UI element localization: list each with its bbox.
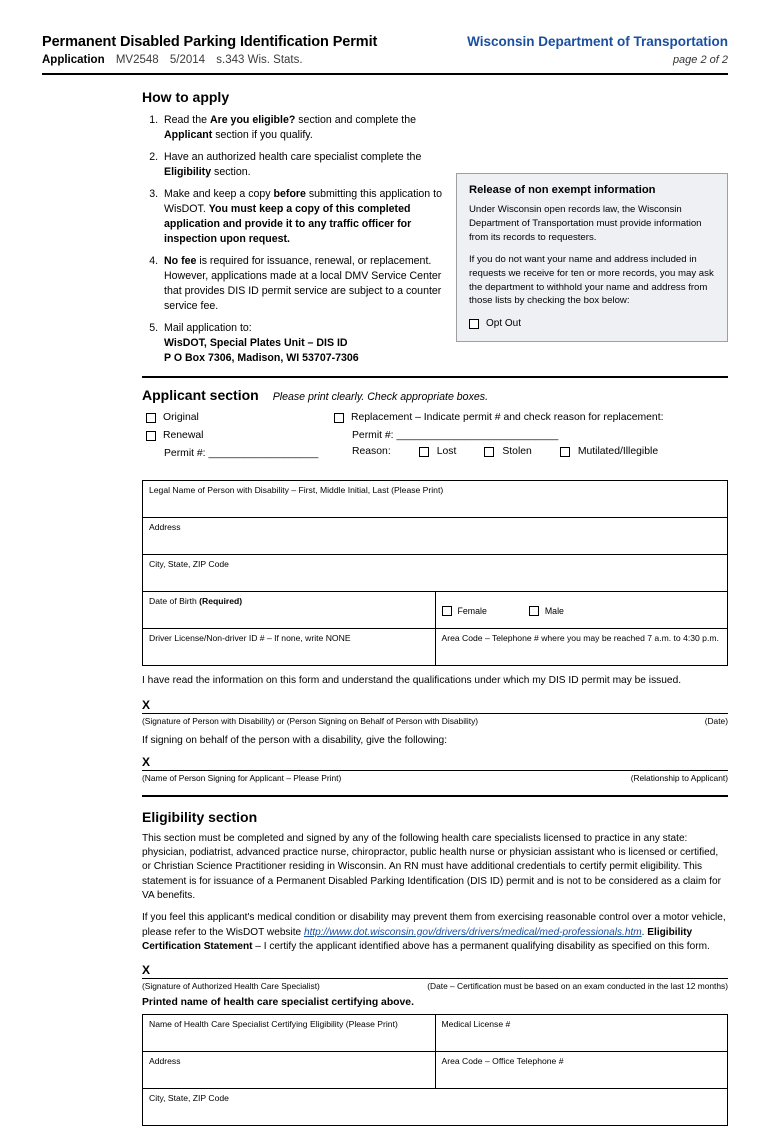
eligibility-paragraph-2	[142, 911, 728, 954]
how-to-apply-item-3: 3. Make and keep a copy before submitting this application to WisDOT. You must keep a copy of this completed application and provide it to any traffic officer for inspection upon request.	[161, 187, 442, 247]
table-row	[143, 518, 728, 555]
eligibility-statement-bold: Eligibility Certification Statement	[142, 926, 693, 953]
table-row	[143, 481, 728, 518]
reason-mutilated-label: Mutilated/Illegible	[577, 446, 659, 458]
printed-name-label: Printed name of health care specialist certifying above.	[142, 997, 414, 1009]
behalf-signature-x: X	[142, 754, 151, 769]
dob-label: Date of Birth	[149, 596, 200, 607]
permit-type-checkboxes	[142, 412, 728, 474]
replacement-row[interactable]	[334, 412, 728, 423]
table-row	[143, 592, 728, 629]
female-option[interactable]	[442, 606, 487, 616]
date-of-birth-field[interactable]	[143, 592, 436, 629]
male-option[interactable]	[529, 606, 564, 616]
reason-lost-checkbox[interactable]	[419, 447, 429, 457]
replacement-label: Replacement – Indicate permit # and check reason for replacement:	[351, 412, 664, 424]
original-row[interactable]	[146, 412, 336, 423]
applicant-signature-line[interactable]	[142, 713, 728, 714]
how-to-apply-item-4: 4. No fee is required for issuance, renewal, or replacement. However, applications made at a local DMV Service Center that provides DIS ID permit service are subject to a counter service fee.	[161, 254, 442, 314]
how-to-apply-item-5: 5. Mail application to: WisDOT, Special Plates Unit – DIS ID P O Box 7306, Madison, WI 53707-7306	[161, 321, 442, 366]
eligibility-section-heading: Eligibility section	[142, 808, 258, 825]
telephone-field[interactable]: Area Code – Telephone # where you may be reached 7 a.m. to 4:30 p.m.	[435, 629, 728, 666]
form-statute: s.343 Wis. Stats.	[216, 54, 303, 66]
permit-number-label: Permit #:	[164, 448, 206, 460]
permit-number-row[interactable]	[164, 448, 336, 459]
opt-out-label: Opt Out	[486, 318, 522, 330]
header-right	[467, 34, 728, 66]
behalf-caption-right: (Relationship to Applicant)	[630, 772, 728, 783]
specialist-signature-line[interactable]	[142, 978, 728, 979]
page-number: page 2 of 2	[672, 54, 728, 66]
table-row	[143, 629, 728, 666]
replacement-reason-row	[352, 446, 728, 457]
replacement-permit-input[interactable]: ____________________________	[396, 430, 559, 442]
release-box-paragraph-2: If you do not want your name and address included in requests we receive for ten or more records, you may ask the department to withhold your name and address from those lists by checking the box below:	[469, 253, 714, 307]
driver-license-field[interactable]: Driver License/Non-driver ID # – If none, write NONE	[143, 629, 436, 666]
applicant-signature-captions	[142, 716, 728, 726]
release-box-paragraph-1: Under Wisconsin open records law, the Wisconsin Department of Transportation must provide information from its records to requesters.	[469, 204, 702, 243]
behalf-note: If signing on behalf of the person with a disability, give the following:	[142, 734, 448, 746]
header-left	[42, 34, 377, 66]
replacement-checkbox[interactable]	[334, 413, 344, 423]
how-to-apply-block	[142, 113, 728, 366]
table-row	[143, 1089, 728, 1126]
eligibility-section-divider	[142, 795, 728, 797]
med-professionals-link[interactable]: http://www.dot.wisconsin.gov/drivers/drivers/medical/med-professionals.htm	[303, 926, 642, 938]
specialist-signature-x: X	[142, 963, 151, 978]
applicant-city-state-zip-field[interactable]: City, State, ZIP Code	[143, 555, 728, 592]
how-to-apply-list	[142, 113, 442, 366]
applicant-signature-caption-left: (Signature of Person with Disability) or (Person Signing on Behalf of Person with Disability)	[142, 715, 479, 726]
applicant-section-header	[142, 387, 728, 403]
table-row	[143, 1052, 728, 1089]
specialist-caption-left: (Signature of Authorized Health Care Specialist)	[142, 981, 320, 992]
renewal-label: Renewal	[163, 430, 204, 442]
original-checkbox[interactable]	[146, 413, 156, 423]
how-to-apply-column	[142, 113, 442, 366]
applicant-signature-caption-right: (Date)	[704, 715, 728, 726]
form-meta	[42, 54, 377, 66]
applicant-address-field[interactable]: Address	[143, 518, 728, 555]
applicant-section-hint: Please print clearly. Check appropriate boxes.	[272, 391, 489, 404]
table-row	[143, 1015, 728, 1052]
legal-name-field[interactable]: Legal Name of Person with Disability – First, Middle Initial, Last (Please Print)	[143, 481, 728, 518]
reason-label: Reason:	[352, 446, 391, 458]
renewal-row[interactable]	[146, 430, 336, 441]
male-label: Male	[544, 606, 564, 617]
gender-field	[435, 592, 728, 629]
replacement-permit-label: Permit #:	[352, 430, 394, 442]
applicant-certification-text: I have read the information on this form and understand the qualifications under which my DIS ID permit may be issued.	[142, 675, 682, 687]
applicant-signature-x: X	[142, 697, 151, 712]
permit-number-input[interactable]: ___________________	[208, 448, 319, 460]
applicant-section-divider	[142, 376, 728, 378]
specialist-city-state-zip-field[interactable]: City, State, ZIP Code	[143, 1089, 728, 1126]
specialist-signature-captions	[142, 981, 728, 991]
opt-out-row[interactable]	[469, 318, 715, 329]
applicant-fields-table	[142, 480, 728, 666]
reason-lost-label: Lost	[436, 446, 457, 458]
header-divider	[42, 73, 728, 75]
form-body	[142, 89, 728, 1126]
male-checkbox[interactable]	[529, 606, 539, 616]
reason-mutilated-checkbox[interactable]	[560, 447, 570, 457]
medical-license-field[interactable]: Medical License #	[435, 1015, 728, 1052]
reason-stolen-checkbox[interactable]	[484, 447, 494, 457]
behalf-signature-line[interactable]	[142, 770, 728, 771]
eligibility-fields-table	[142, 1014, 728, 1126]
how-to-apply-item-2: 2. Have an authorized health care specialist complete the Eligibility section.	[161, 150, 442, 180]
eligibility-paragraph-1: This section must be completed and signed by any of the following health care specialists licensed to practice in any state: physician, podiatrist, advanced practice nurse, chiropractor, public health nurse or physician assistant who is licensed or certified, or Christian Science Practitioner residing in Wisconsin. An RN must have additional credentials to certify permit eligibility. This statement is for issuance of a Permanent Disabled Parking Identification (DIS ID) permit and is not to be considered as a claim for VA benefits.	[142, 832, 721, 902]
replacement-permit-number-row[interactable]	[352, 430, 728, 441]
specialist-name-field[interactable]: Name of Health Care Specialist Certifying Eligibility (Please Print)	[143, 1015, 436, 1052]
office-telephone-field[interactable]: Area Code – Office Telephone #	[435, 1052, 728, 1089]
table-row	[143, 555, 728, 592]
reason-stolen-label: Stolen	[502, 446, 532, 458]
release-box-title: Release of non exempt information	[469, 184, 656, 196]
behalf-caption-left: (Name of Person Signing for Applicant – Please Print)	[142, 772, 342, 783]
female-label: Female	[457, 606, 487, 617]
specialist-caption-right: (Date – Certification must be based on an exam conducted in the last 12 months)	[427, 981, 728, 992]
eligibility-paragraph-2-pre: If you feel this applicant's medical condition or disability may prevent them from exercising reasonable control over a motor vehicle, please refer to the WisDOT website	[142, 912, 726, 938]
female-checkbox[interactable]	[442, 606, 452, 616]
original-label: Original	[163, 412, 199, 424]
release-of-information-box	[456, 173, 728, 342]
form-date: 5/2014	[169, 54, 206, 66]
page-title: Permanent Disabled Parking Identification Permit	[42, 34, 378, 50]
behalf-signature-captions	[142, 773, 728, 783]
opt-out-checkbox[interactable]	[469, 319, 479, 329]
page-header	[42, 34, 728, 66]
application-label: Application	[42, 54, 105, 66]
form-code: MV2548	[115, 54, 159, 66]
department-name: Wisconsin Department of Transportation	[467, 34, 728, 49]
dob-required: (Required)	[199, 596, 243, 607]
eligibility-paragraph-2-post: .	[641, 926, 645, 938]
specialist-address-field[interactable]: Address	[143, 1052, 436, 1089]
gender-checkbox-group	[442, 596, 722, 616]
permit-type-left-column	[146, 412, 336, 459]
renewal-checkbox[interactable]	[146, 431, 156, 441]
applicant-section-heading: Applicant section	[142, 387, 259, 404]
permit-type-right-column	[334, 412, 728, 457]
how-to-apply-item-1: 1. Read the Are you eligible? section and complete the Applicant section if you qualify.	[161, 113, 442, 143]
how-to-apply-heading: How to apply	[142, 89, 230, 105]
eligibility-statement-rest: – I certify the applicant identified above has a permanent qualifying disability as specified on this form.	[252, 941, 710, 953]
